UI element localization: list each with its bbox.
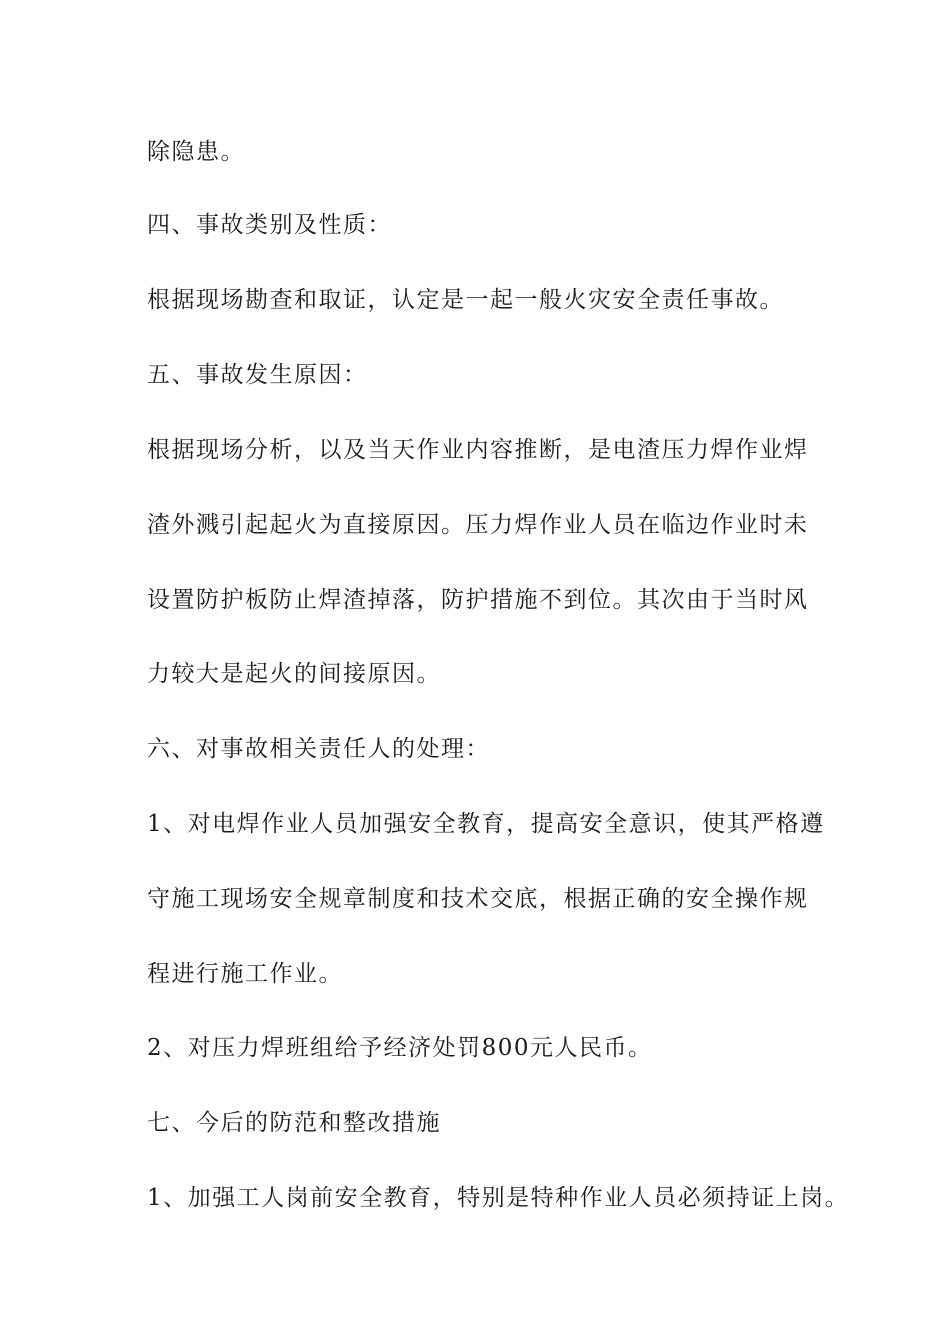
list-item: 2、对压力焊班组给予经济处罚800元人民币。 <box>147 1035 653 1061</box>
section-heading-6: 六、对事故相关责任人的处理： <box>147 736 490 762</box>
section-heading-4: 四、事故类别及性质： <box>147 212 392 238</box>
text-line: 力较大是起火的间接原因。 <box>147 661 441 687</box>
list-item: 1、对电焊作业人员加强安全教育，提高安全意识，使其严格遵 <box>147 811 825 837</box>
section-heading-5: 五、事故发生原因： <box>147 362 368 388</box>
text-line: 根据现场勘查和取证，认定是一起一般火灾安全责任事故。 <box>147 287 784 313</box>
text-line: 设置防护板防止焊渣掉落，防护措施不到位。其次由于当时风 <box>147 587 809 613</box>
section-heading-7: 七、今后的防范和整改措施 <box>147 1110 441 1136</box>
text-line: 根据现场分析，以及当天作业内容推断，是电渣压力焊作业焊 <box>147 437 809 463</box>
text-line: 程进行施工作业。 <box>147 961 343 987</box>
text-line: 守施工现场安全规章制度和技术交底，根据正确的安全操作规 <box>147 886 809 912</box>
list-item: 1、加强工人岗前安全教育，特别是特种作业人员必须持证上岗。 <box>147 1185 850 1211</box>
text-line: 除隐患。 <box>147 139 245 165</box>
text-line: 渣外溅引起起火为直接原因。压力焊作业人员在临边作业时未 <box>147 512 809 538</box>
